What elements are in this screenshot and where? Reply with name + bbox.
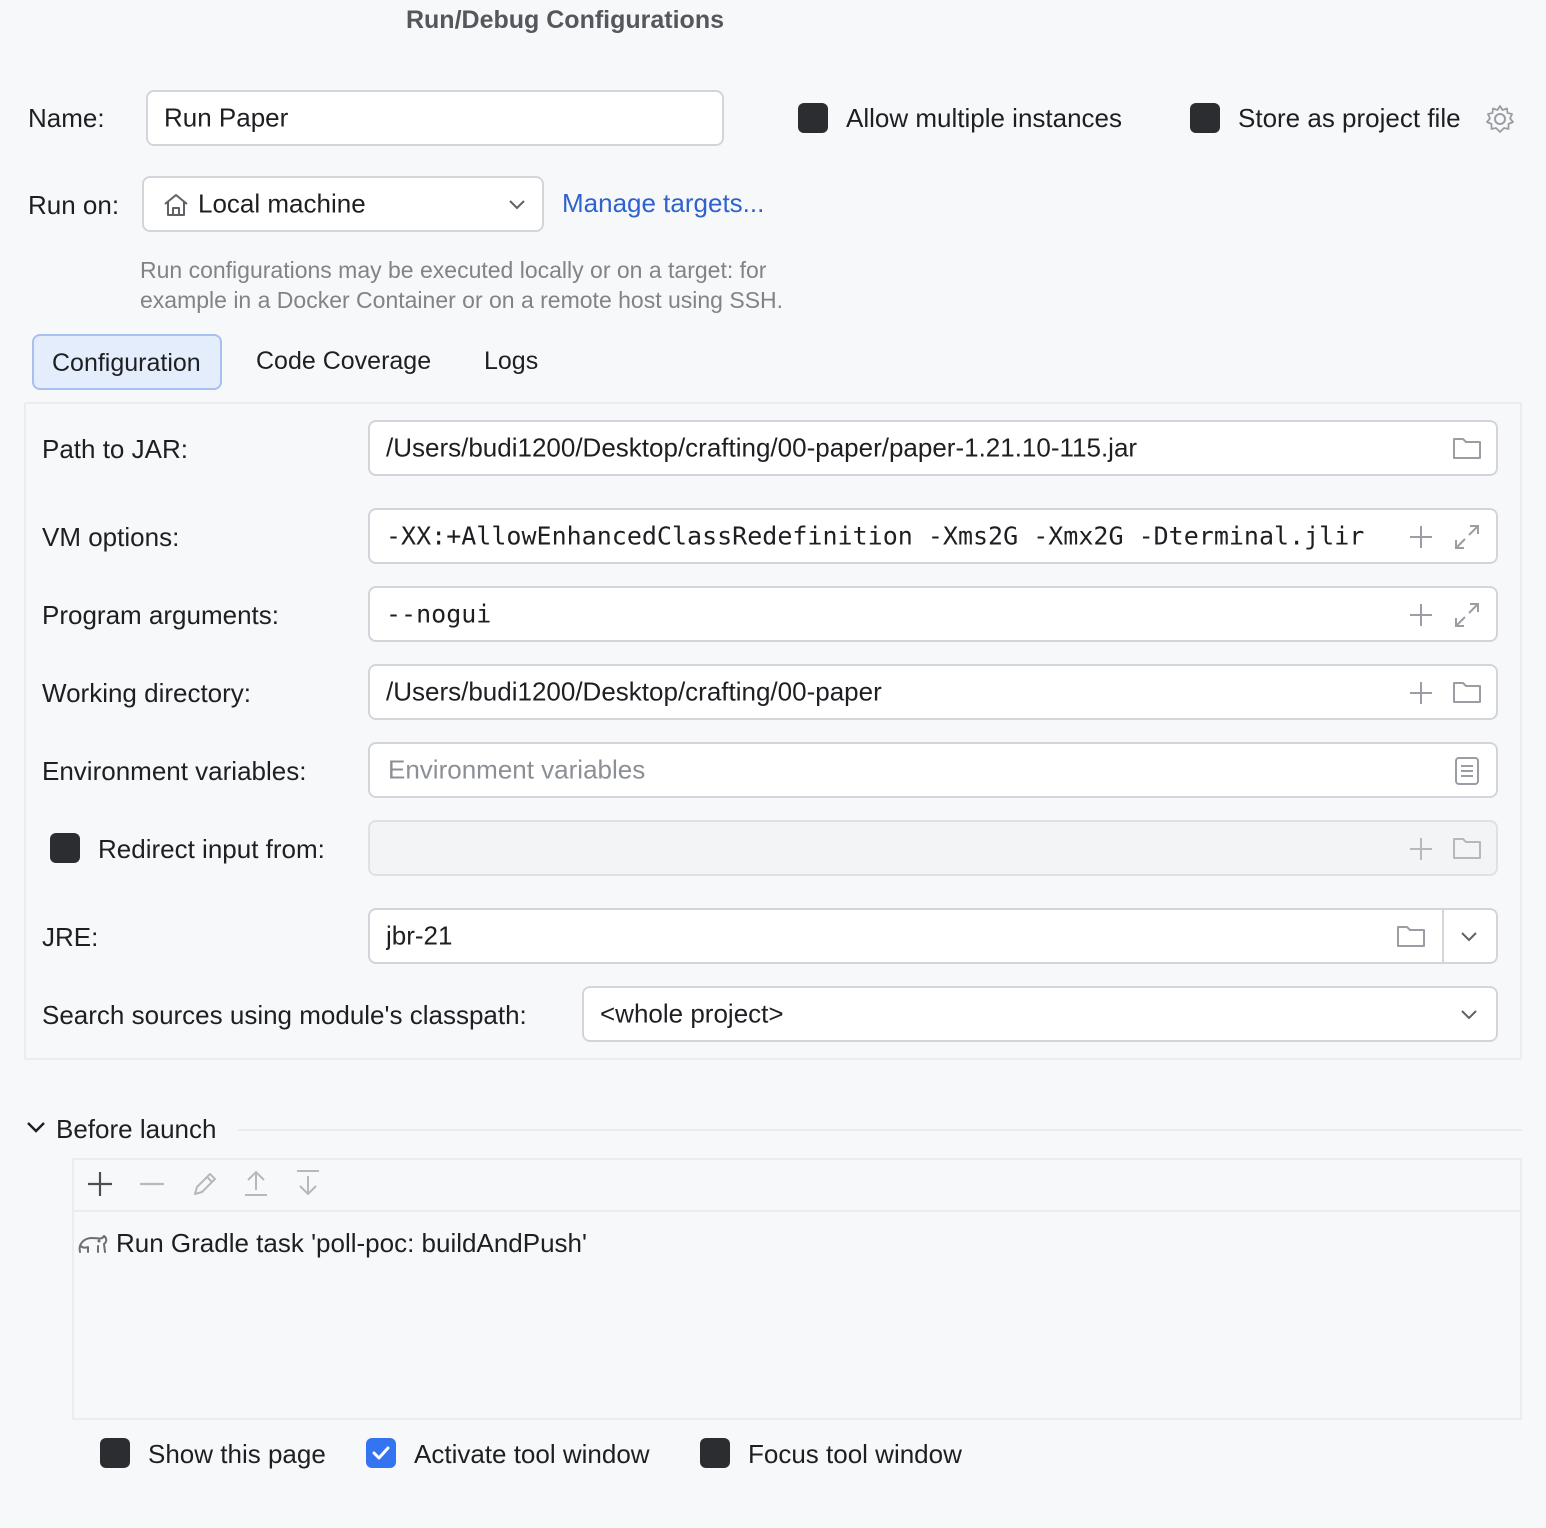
program-args-value: --nogui <box>386 599 492 629</box>
classpath-dropdown[interactable] <box>582 986 1498 1042</box>
run-on-label: Run on: <box>28 190 120 220</box>
plus-icon[interactable] <box>1408 680 1434 706</box>
gradle-elephant-icon <box>76 1230 110 1258</box>
jre-divider <box>1442 910 1444 962</box>
redirect-input-field[interactable] <box>368 820 1498 876</box>
redirect-input-checkbox[interactable] <box>50 833 80 863</box>
activate-tool-label: Activate tool window <box>414 1439 650 1469</box>
expand-icon[interactable] <box>1452 522 1482 552</box>
folder-icon[interactable] <box>1396 923 1426 949</box>
chevron-down-icon <box>506 196 528 212</box>
run-on-value: Local machine <box>198 188 366 219</box>
before-launch-task[interactable]: Run Gradle task 'poll-poc: buildAndPush' <box>116 1228 587 1258</box>
vm-options-value: -XX:+AllowEnhancedClassRedefinition -Xms2G -Xmx2G -Dterminal.jlir <box>386 521 1365 551</box>
working-dir-label: Working directory: <box>42 678 252 708</box>
folder-icon[interactable] <box>1452 435 1482 461</box>
store-project-label: Store as project file <box>1238 103 1461 133</box>
move-up-icon[interactable] <box>242 1168 270 1198</box>
jre-label: JRE: <box>42 922 99 952</box>
folder-icon[interactable] <box>1452 679 1482 705</box>
name-label: Name: <box>28 103 105 133</box>
show-page-label: Show this page <box>148 1439 326 1469</box>
before-launch-toolbar <box>74 1160 1520 1212</box>
focus-tool-label: Focus tool window <box>748 1439 962 1469</box>
manage-targets-link[interactable]: Manage targets... <box>562 188 765 218</box>
document-list-icon[interactable] <box>1454 756 1480 786</box>
vm-options-label: VM options: <box>42 522 180 552</box>
plus-icon[interactable] <box>1408 836 1434 862</box>
env-vars-input[interactable] <box>368 742 1498 798</box>
classpath-value: <whole project> <box>600 998 784 1029</box>
checkmark-icon <box>369 1441 393 1465</box>
move-down-icon[interactable] <box>294 1168 322 1198</box>
window-title: Run/Debug Configurations <box>405 6 725 34</box>
jar-input[interactable] <box>368 420 1498 476</box>
jar-value: /Users/budi1200/Desktop/crafting/00-paper/paper-1.21.10-115.jar <box>386 432 1138 463</box>
vm-options-input[interactable] <box>368 508 1498 564</box>
collapse-chevron-icon[interactable] <box>24 1118 48 1138</box>
plus-icon[interactable] <box>1408 602 1434 628</box>
activate-tool-checkbox[interactable] <box>366 1438 396 1468</box>
run-on-dropdown[interactable] <box>142 176 544 232</box>
before-launch-title[interactable]: Before launch <box>56 1114 217 1144</box>
before-launch-separator <box>238 1129 1522 1131</box>
tab-configuration[interactable] <box>32 334 222 390</box>
jar-label: Path to JAR: <box>42 434 188 464</box>
name-input[interactable] <box>146 90 724 146</box>
jre-combobox[interactable] <box>368 908 1498 964</box>
before-launch-list <box>72 1158 1522 1420</box>
jre-value: jbr-21 <box>386 920 453 951</box>
remove-icon[interactable] <box>138 1170 166 1198</box>
working-dir-input[interactable] <box>368 664 1498 720</box>
env-vars-placeholder: Environment variables <box>388 754 646 785</box>
run-on-hint-line1: Run configurations may be executed locally or on a target: for <box>140 257 767 283</box>
tab-configuration-label: Configuration <box>52 349 201 377</box>
program-args-input[interactable] <box>368 586 1498 642</box>
allow-multiple-label: Allow multiple instances <box>846 103 1123 133</box>
working-dir-value: /Users/budi1200/Desktop/crafting/00-paper <box>386 676 882 707</box>
focus-tool-checkbox[interactable] <box>700 1438 730 1468</box>
program-args-label: Program arguments: <box>42 600 279 630</box>
expand-icon[interactable] <box>1452 600 1482 630</box>
show-page-checkbox[interactable] <box>100 1438 130 1468</box>
tab-code-coverage[interactable]: Code Coverage <box>256 347 432 375</box>
home-icon <box>162 192 190 218</box>
store-project-checkbox[interactable] <box>1190 103 1220 133</box>
folder-icon[interactable] <box>1452 835 1482 861</box>
allow-multiple-checkbox[interactable] <box>798 103 828 133</box>
tab-logs[interactable]: Logs <box>484 347 539 375</box>
edit-pencil-icon[interactable] <box>190 1169 220 1199</box>
name-value: Run Paper <box>164 102 289 133</box>
classpath-label: Search sources using module's classpath: <box>42 1000 527 1030</box>
run-on-hint-line2: example in a Docker Container or on a remote host using SSH. <box>140 287 784 313</box>
redirect-input-label: Redirect input from: <box>98 834 325 864</box>
chevron-down-icon <box>1458 1006 1480 1022</box>
plus-icon[interactable] <box>1408 524 1434 550</box>
env-vars-label: Environment variables: <box>42 756 307 786</box>
gear-icon[interactable] <box>1484 103 1516 135</box>
add-icon[interactable] <box>86 1170 114 1198</box>
chevron-down-icon[interactable] <box>1458 928 1480 944</box>
